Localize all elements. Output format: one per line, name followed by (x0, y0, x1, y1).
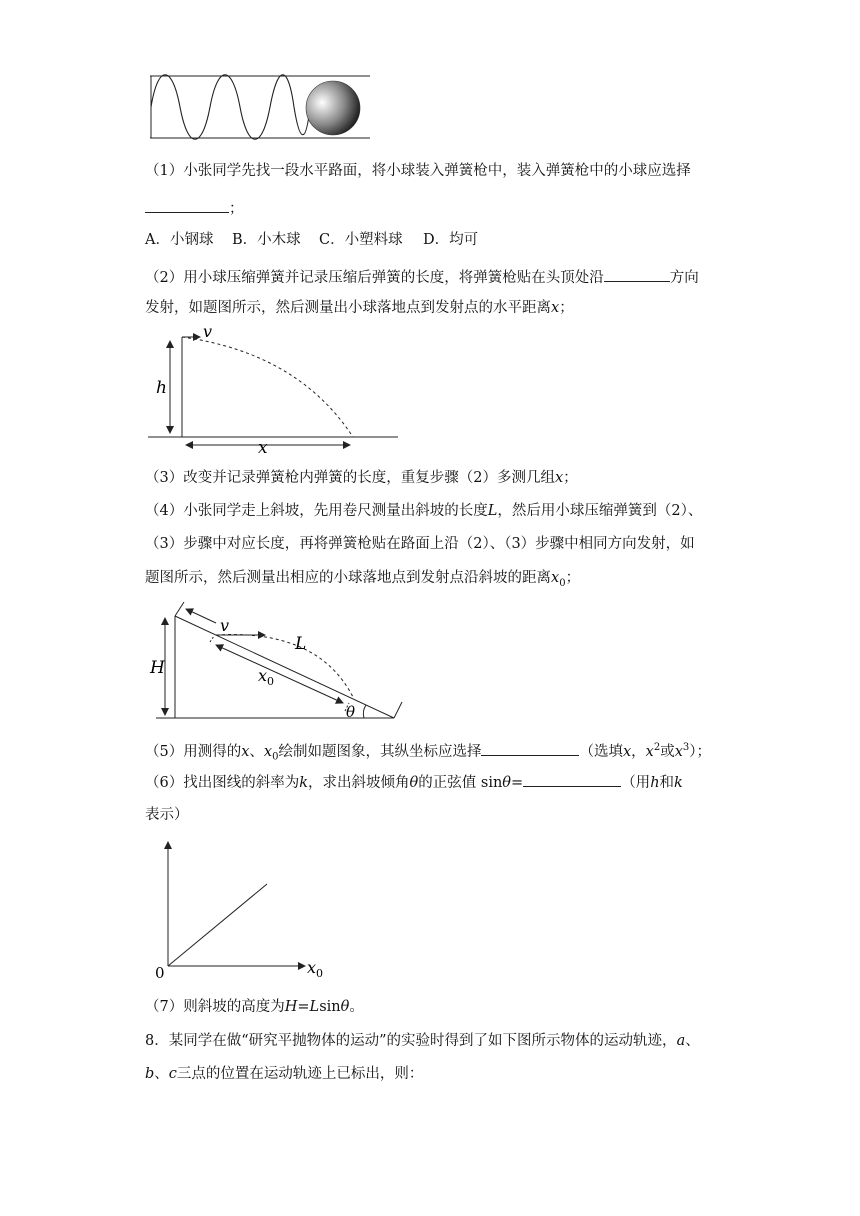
q4-line2: （3）步骤中对应长度，再将弹簧枪贴在路面上沿（2）、（3）步骤中相同方向发射，如 (145, 536, 695, 552)
q4-line1: （4）小张同学走上斜坡，先用卷尺测量出斜坡的长度L，然后用小球压缩弹簧到（2）、 (145, 503, 703, 519)
q6-line2: 表示） (145, 807, 189, 823)
q7-line: （7）则斜坡的高度为H=Lsinθ。 (145, 999, 364, 1015)
theta-label: θ (346, 703, 356, 721)
x0-label: $x_0$ (258, 666, 275, 688)
q3-line: （3）改变并记录弹簧枪内弹簧的长度，重复步骤（2）多测几组x； (145, 470, 578, 486)
h-label: h (156, 378, 167, 398)
data-line (168, 884, 267, 966)
answer-blank-q6[interactable] (523, 772, 621, 787)
q8-line1: 8．某同学在做“研究平抛物体的运动”的实验时得到了如下图所示物体的运动轨迹，a、 (145, 1033, 700, 1049)
trajectory-curve (182, 337, 353, 437)
trajectory-curve (216, 635, 353, 697)
q1-options (145, 230, 478, 250)
L-label: L (295, 634, 307, 654)
option-a[interactable]: A．小钢球 (145, 232, 214, 248)
q4-line3: 题图所示，然后测量出相应的小球落地点到发射点沿斜坡的距离$x_0$； (145, 570, 581, 589)
slope-bottom-tick (394, 702, 402, 718)
theta-arc (363, 705, 366, 718)
L-arrow-start (186, 609, 216, 623)
steel-ball (306, 81, 360, 135)
q5-line: （5）用测得的x、$x_0$绘制如题图象，其纵坐标应选择 （选填x，$x^2$或$x^3$）； (145, 742, 712, 763)
slope-surface (175, 616, 394, 718)
slope-figure (148, 599, 413, 724)
x-axis-label: $x_0$ (307, 958, 324, 980)
q2-line2: 发射，如题图所示，然后测量出小球落地点到发射点的水平距离x； (145, 300, 574, 316)
answer-blank-q5[interactable] (481, 741, 579, 756)
option-c[interactable]: C．小塑料球 (319, 232, 403, 248)
projectile-figure (148, 322, 418, 458)
q6-line1: （6）找出图线的斜率为k，求出斜坡倾角θ的正弦值 sinθ= （用h和k (145, 772, 683, 793)
origin-label: 0 (155, 964, 165, 982)
x0-arrow (216, 645, 343, 703)
spring-gun-figure (150, 74, 380, 144)
answer-blank-q2[interactable] (604, 267, 670, 282)
q1-line2: ； (145, 198, 244, 219)
slope-top-tick (175, 602, 184, 616)
H-label: H (150, 658, 165, 678)
spring-coil (151, 75, 310, 140)
v-label: v (220, 616, 230, 635)
x-label: x (258, 438, 268, 458)
answer-blank-q1[interactable] (145, 198, 229, 213)
option-d[interactable]: D．均可 (423, 232, 479, 248)
q2-line1: （2）用小球压缩弹簧并记录压缩后弹簧的长度，将弹簧枪贴在头顶处沿 方向 (145, 267, 699, 288)
x0-tick-start (210, 636, 214, 642)
v-label: v (203, 322, 213, 341)
linear-graph-figure (150, 838, 340, 988)
q1-line1: （1）小张同学先找一段水平路面，将小球装入弹簧枪中，装入弹簧枪中的小球应选择 (145, 163, 691, 179)
option-b[interactable]: B．小木球 (232, 232, 301, 248)
q8-line2: b、c三点的位置在运动轨迹上已标出，则： (145, 1066, 424, 1082)
